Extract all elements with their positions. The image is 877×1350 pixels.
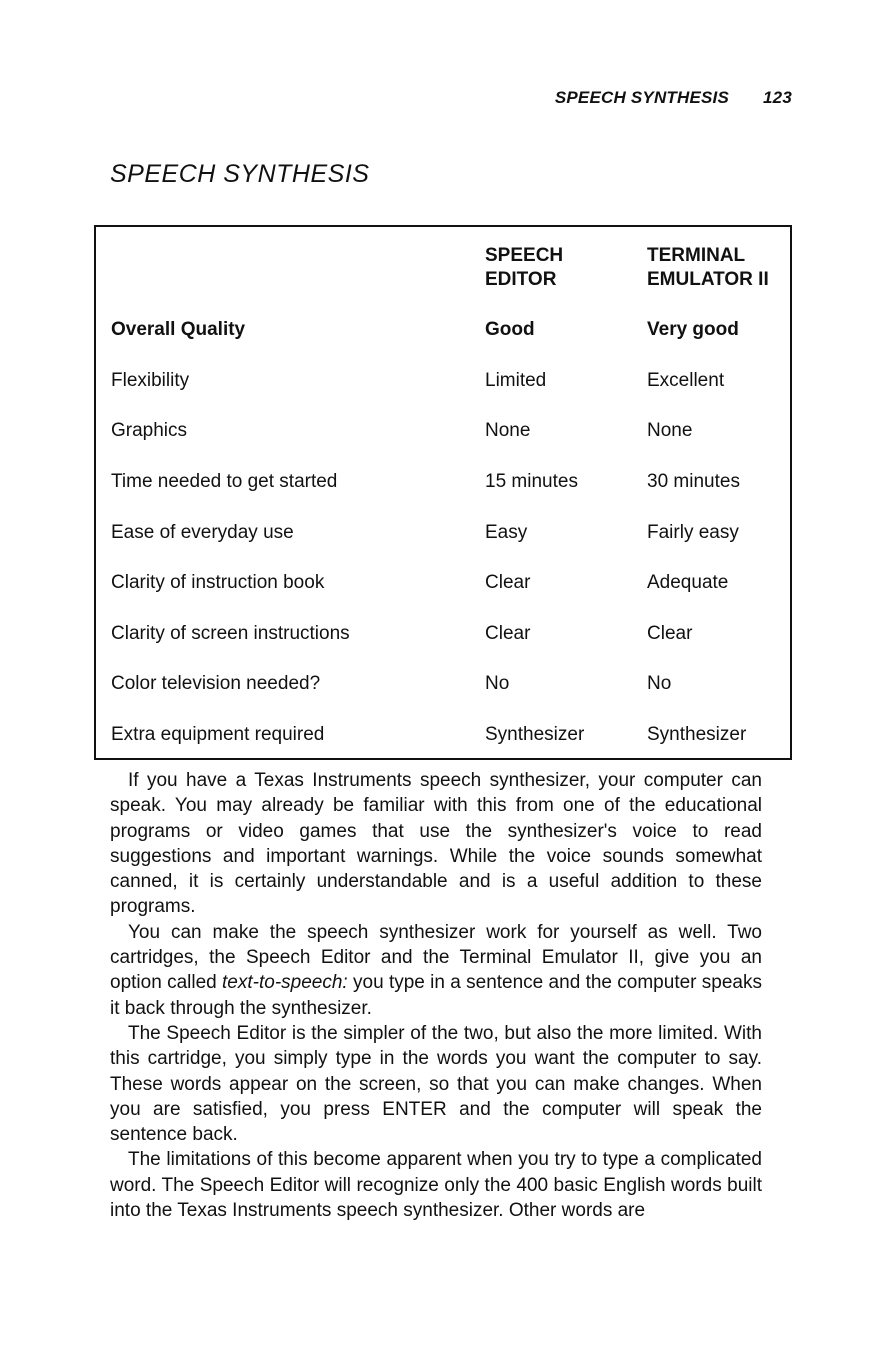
row-label: Clarity of screen instructions [111,623,350,644]
paragraph: The Speech Editor is the simpler of the two, but also the more limited. With this cartridge, you simply type in the words you want the computer to say. These words appear on the screen, so that you can make changes. When you are satisfied, you press ENTER and the computer will speak the sentence back. [110,1022,762,1146]
row-label: Extra equipment required [111,724,325,745]
emphasized-term: text-to-speech: [222,972,348,994]
speech-editor-value: No [485,673,510,694]
table-row [96,416,790,446]
row-label: Flexibility [111,370,190,391]
row-label: Overall Quality [111,319,246,340]
terminal-emulator-value: Excellent [647,370,725,391]
terminal-emulator-value: Fairly easy [647,522,739,543]
paragraph [110,920,762,1021]
paragraph-text: You can make the speech synthesizer work for yourself as well. Two cartridges, the Speech Editor and the Terminal Emulator II, give you an option called [110,921,762,994]
running-head-title: SPEECH SYNTHESIS [554,88,730,107]
speech-editor-value: None [485,420,531,441]
terminal-emulator-value: Adequate [647,572,729,593]
page-number: 123 [763,88,792,107]
column-header-line: TERMINAL [647,245,746,266]
paragraph-text: you type in a sentence and the computer speaks it back through the synthesizer. [110,972,762,1019]
table-row [96,669,790,699]
table-row [96,568,790,598]
column-header-line: EMULATOR II [647,269,769,290]
paragraph: If you have a Texas Instruments speech synthesizer, your computer can speak. You may already be familiar with this from one of the educational programs or video games that use the synthesizer's voice to read suggestions and important warnings. While the voice sounds somewhat canned, it is certainly understandable and is a useful addition to these programs. [110,770,762,918]
speech-editor-value: Clear [485,572,531,593]
paragraph: The limitations of this become apparent when you try to type a complicated word. The Speech Editor will recognize only the 400 basic English words built into the Texas Instruments speech synthesizer. Other words are [110,1149,762,1222]
speech-editor-value: 15 minutes [485,471,578,492]
column-header-line: SPEECH [485,245,564,266]
terminal-emulator-value: No [647,673,672,694]
comparison-table [94,225,792,760]
running-head [555,88,792,108]
speech-editor-value: Limited [485,370,547,391]
table-row [96,366,790,396]
column-header-speech-editor [485,244,563,292]
row-label: Graphics [111,420,188,441]
row-label: Time needed to get started [111,471,338,492]
speech-editor-value: Good [485,319,535,340]
column-header-line: EDITOR [485,269,557,290]
speech-editor-value: Clear [485,623,531,644]
table-row [96,518,790,548]
terminal-emulator-value: Synthesizer [647,724,747,745]
table-row [96,467,790,497]
row-label: Color television needed? [111,673,321,694]
section-title: SPEECH SYNTHESIS [110,160,370,188]
table-row [96,315,790,345]
row-label: Ease of everyday use [111,522,294,543]
terminal-emulator-value: 30 minutes [647,471,740,492]
speech-editor-value: Synthesizer [485,724,585,745]
table-row [96,619,790,649]
body-text [110,768,762,1223]
column-header-terminal-emulator [647,244,769,292]
terminal-emulator-value: Clear [647,623,693,644]
table-row [96,720,790,750]
terminal-emulator-value: Very good [647,319,739,340]
speech-editor-value: Easy [485,522,528,543]
row-label: Clarity of instruction book [111,572,325,593]
terminal-emulator-value: None [647,420,693,441]
